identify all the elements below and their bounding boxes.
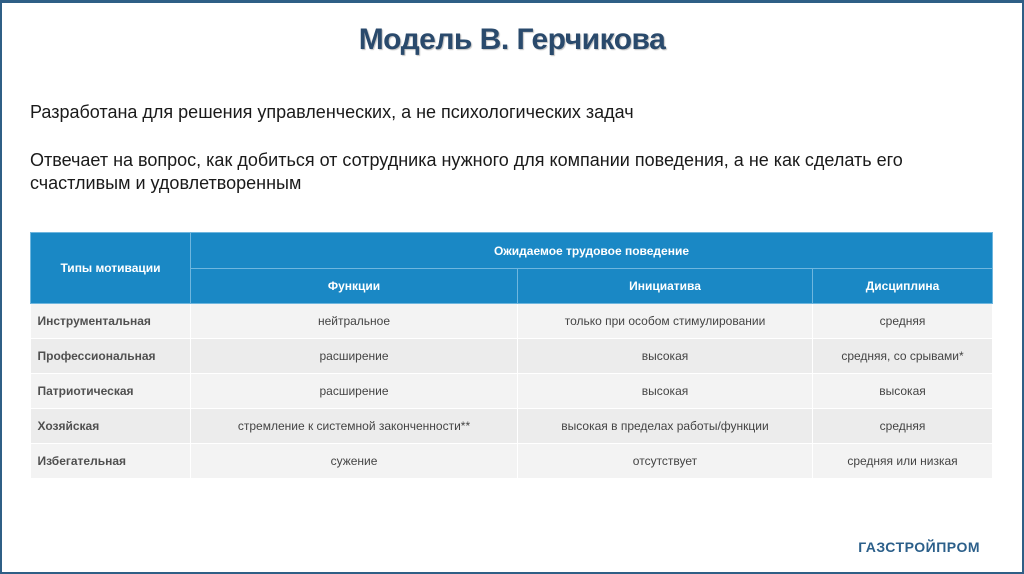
slide-title: Модель В. Герчикова — [358, 23, 666, 56]
cell-discipline: средняя — [813, 304, 993, 339]
table-row — [31, 374, 993, 409]
cell-discipline: средняя — [813, 409, 993, 444]
cell-initiative: высокая — [518, 339, 813, 374]
paragraph-purpose: Разработана для решения управленческих, а не психологических задач — [30, 102, 634, 122]
cell-functions: нейтральное — [191, 304, 518, 339]
header-discipline: Дисциплина — [813, 269, 993, 304]
row-type: Хозяйская — [31, 409, 191, 444]
cell-initiative: высокая — [518, 374, 813, 409]
header-expected-behavior: Ожидаемое трудовое поведение — [191, 233, 993, 269]
cell-discipline: средняя, со срывами* — [813, 339, 993, 374]
cell-discipline: высокая — [813, 374, 993, 409]
cell-functions: сужение — [191, 444, 518, 479]
header-initiative: Инициатива — [518, 269, 813, 304]
row-type: Избегательная — [31, 444, 191, 479]
cell-initiative: высокая в пределах работы/функции — [518, 409, 813, 444]
row-type: Профессиональная — [31, 339, 191, 374]
table-row — [31, 304, 993, 339]
cell-initiative: только при особом стимулировании — [518, 304, 813, 339]
header-functions: Функции — [191, 269, 518, 304]
motivation-table — [30, 232, 993, 479]
header-motivation-types: Типы мотивации — [31, 233, 191, 304]
company-logo: ГАЗСТРОЙПРОМ — [858, 539, 980, 555]
paragraph-question: Отвечает на вопрос, как добиться от сотрудника нужного для компании поведения, а не как сделать его счастливым и удовлетворенным — [30, 150, 903, 193]
row-type: Патриотическая — [31, 374, 191, 409]
row-type: Инструментальная — [31, 304, 191, 339]
cell-functions: стремление к системной законченности** — [191, 409, 518, 444]
table-row — [31, 339, 993, 374]
cell-discipline: средняя или низкая — [813, 444, 993, 479]
cell-functions: расширение — [191, 374, 518, 409]
cell-functions: расширение — [191, 339, 518, 374]
table-row — [31, 444, 993, 479]
table-row — [31, 409, 993, 444]
cell-initiative: отсутствует — [518, 444, 813, 479]
